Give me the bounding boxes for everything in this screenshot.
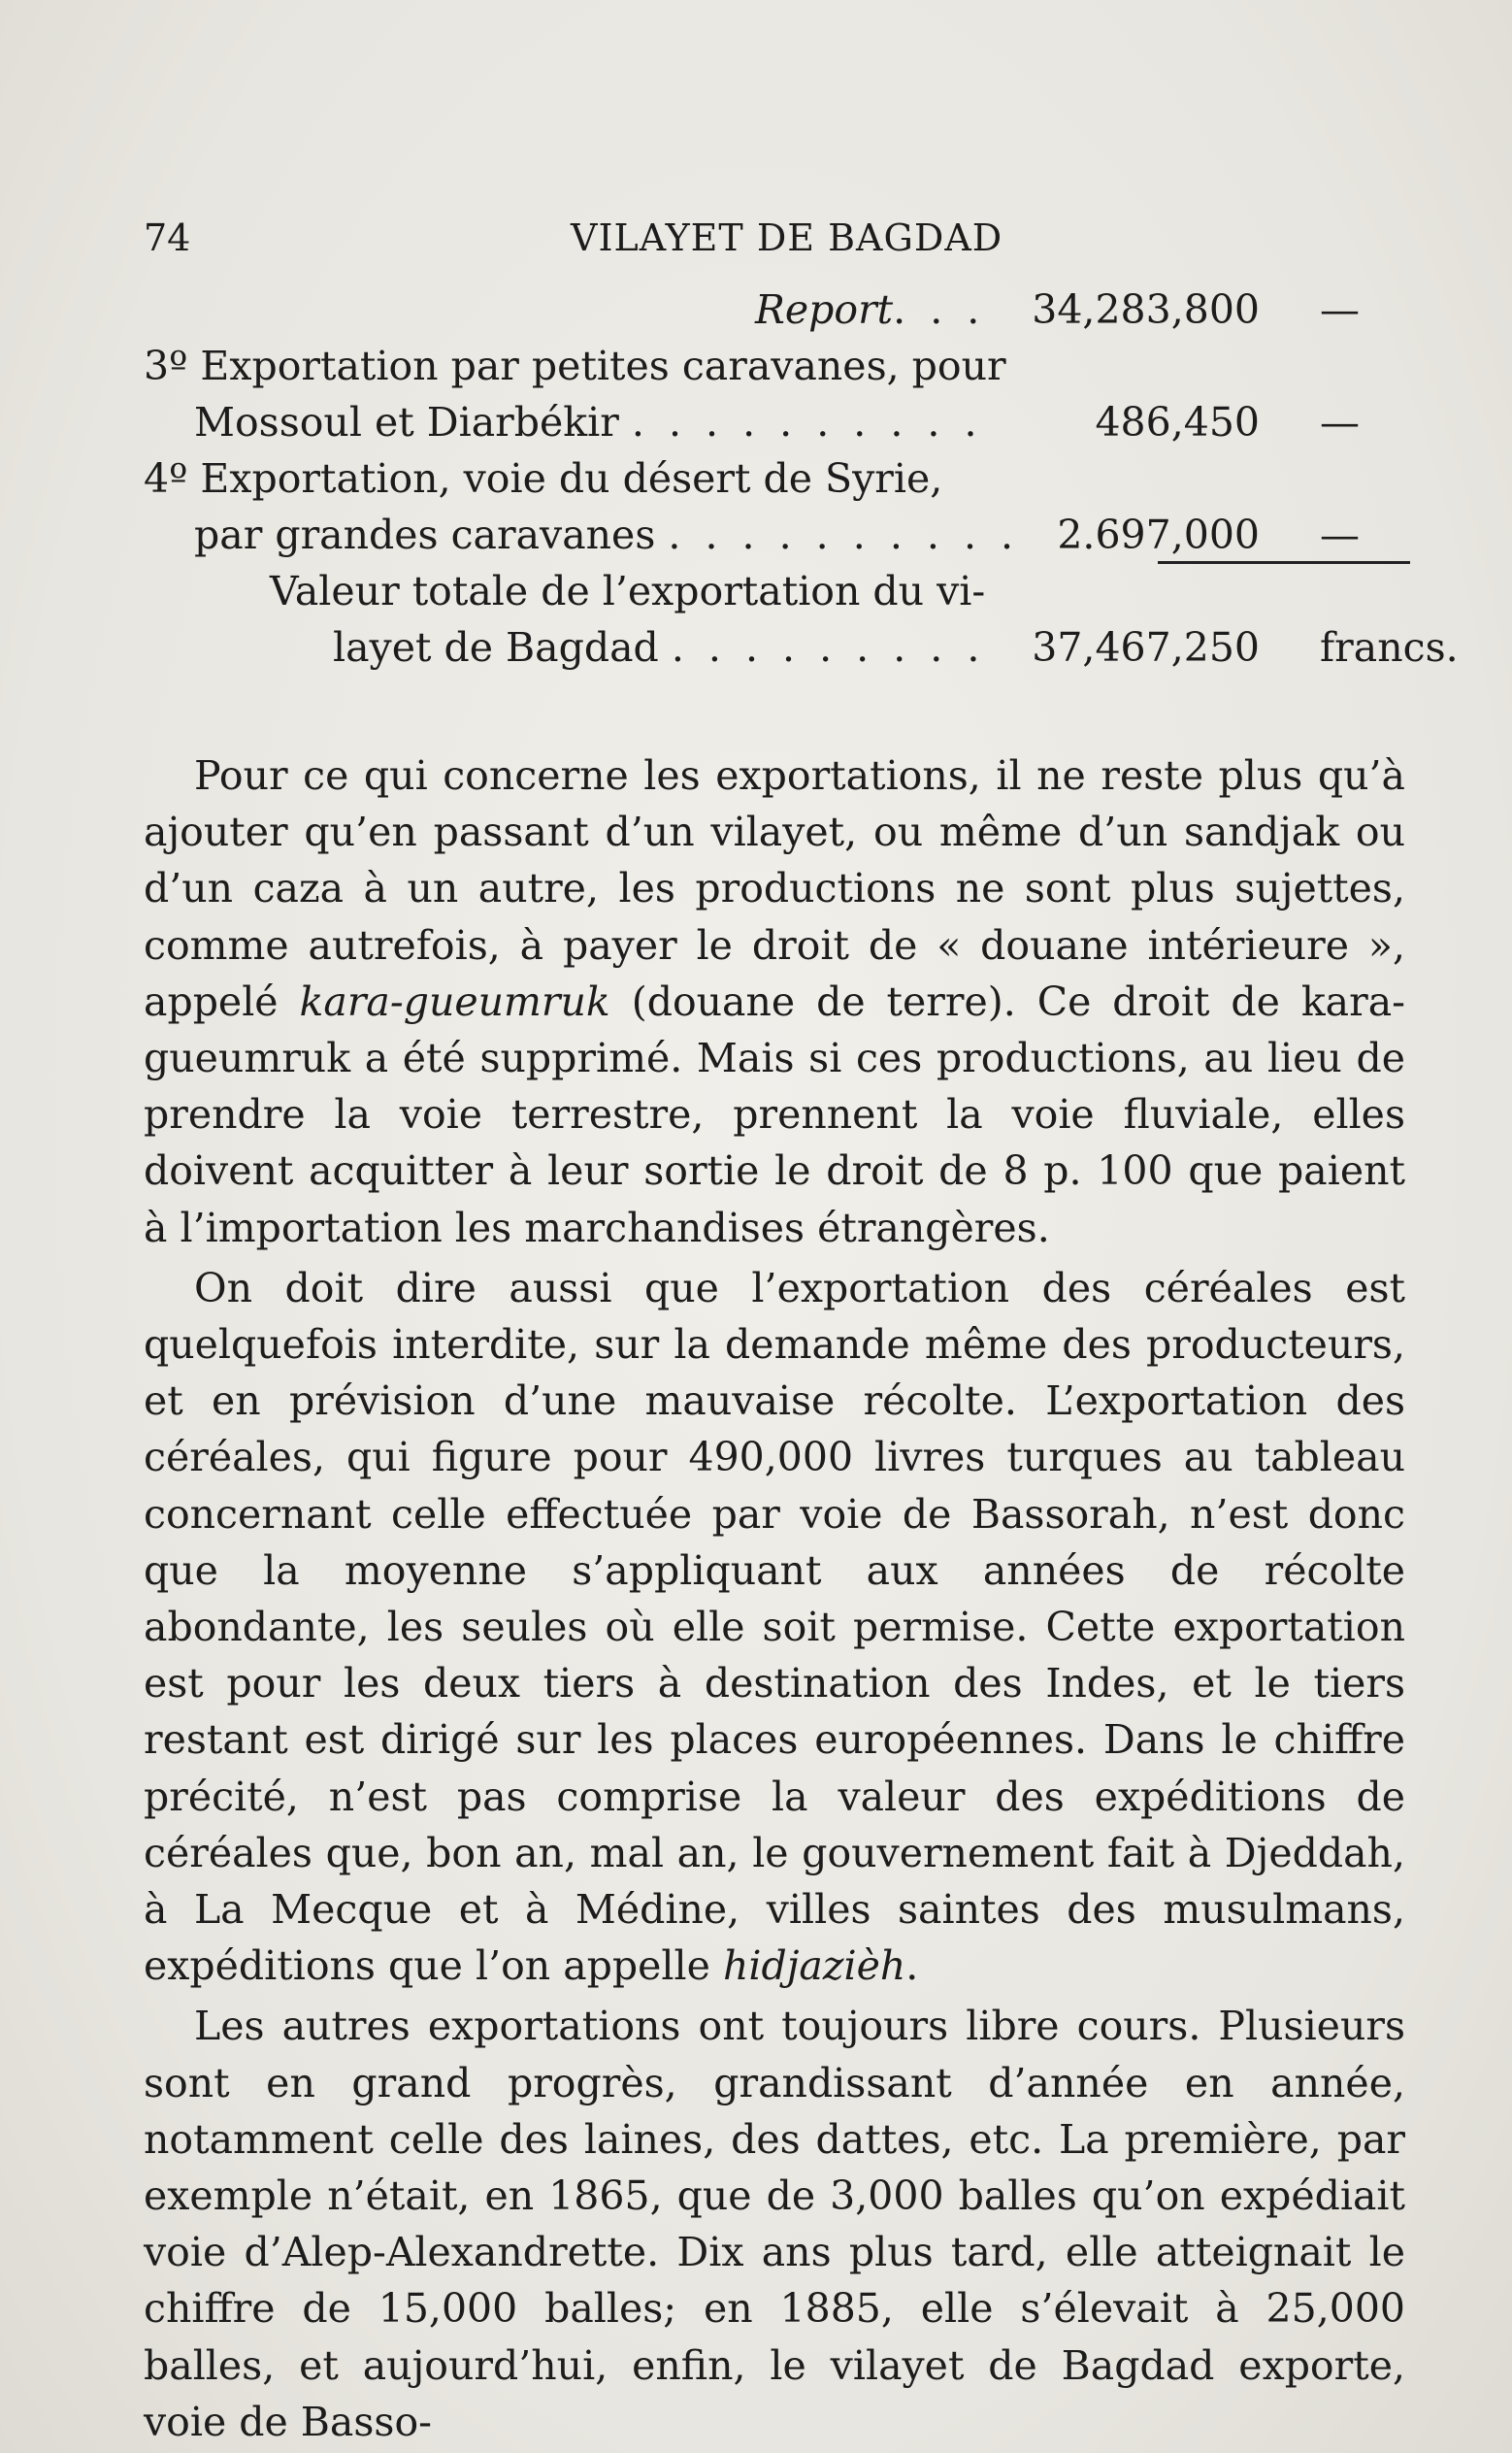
ledger-row-total-line1 xyxy=(144,563,1405,619)
term-kara-gueumruk: kara-gueumruk xyxy=(299,978,610,1025)
ledger-row-total-line2 xyxy=(144,619,1459,676)
item3-value: 486,450 xyxy=(1095,399,1260,446)
paragraph-autres-exportations: Les autres exportations ont toujours libre cours. Plusieurs sont en grand progrès, grandissant d’année en année, notamment celle des laines, des dattes, etc. La première, par exemple n’était, en 1865, que de 3,000 balles qu’on expédiait voie d’Alep-Alexandrette. Dix ans plus tard, elle atteignait le chiffre de 15,000 balles; en 1885, elle s’élevait à 25,000 balles, et aujourd’hui, enfin, le vilayet de Bagdad exporte, voie de Basso- xyxy=(144,2003,1405,2445)
report-value: 34,283,800 xyxy=(1032,286,1260,333)
total-dots: . . . . . . . . . xyxy=(671,624,986,671)
item3-label-line1: 3º Exportation par petites caravanes, pour xyxy=(144,343,1006,389)
ledger-row-item3-line1 xyxy=(144,338,1405,394)
page-number: 74 xyxy=(144,216,191,259)
paragraph-douane: Pour ce qui concerne les exportations, il ne reste plus qu’à ajouter qu’en passant d’un vilayet, ou même d’un sandjak ou d’un caza à un autre, les productions ne sont plus sujettes, comme autrefois, à payer le droit de « douane intérieure », appelé kara-gueumruk (douane de terre). Ce droit de kara-gueumruk a été supprimé. Mais si ces productions, au lieu de prendre la voie terrestre, prennent la voie fluviale, elles doivent acquitter à leur sortie le droit de 8 p. 100 que paient à l’importation les marchandises étrangères. xyxy=(144,752,1406,1251)
report-dots: . . . xyxy=(893,286,986,333)
item4-unit: — xyxy=(1320,512,1360,558)
item4-label-line1: 4º Exportation, voie du désert de Syrie, xyxy=(144,455,943,502)
total-label-line2: layet de Bagdad xyxy=(333,624,659,671)
ledger-row-item3-line2 xyxy=(144,394,1405,450)
running-header xyxy=(144,209,1405,267)
report-label: Report xyxy=(755,286,894,333)
export-ledger xyxy=(144,282,1459,676)
item3-dots: . . . . . . . . . . xyxy=(631,399,983,446)
ledger-row-item4-line2 xyxy=(144,507,1405,563)
total-value: 37,467,250 xyxy=(1032,624,1260,671)
report-unit: — xyxy=(1320,286,1360,333)
ledger-row-item4-line1 xyxy=(144,450,1405,507)
body-text xyxy=(144,747,1405,2450)
item3-label-line2: Mossoul et Diarbékir xyxy=(194,399,619,446)
item4-value: 2.697,000 xyxy=(1057,512,1260,558)
total-label-line1: Valeur totale de l’exportation du vi- xyxy=(270,568,986,614)
total-unit: francs. xyxy=(1320,624,1459,671)
item3-unit: — xyxy=(1320,399,1360,446)
item4-label-line2: par grandes caravanes xyxy=(194,512,656,558)
paragraph-cereales: On doit dire aussi que l’exportation des céréales est quelquefois interdite, sur la demande même des producteurs, et en prévision d’une mauvaise récolte. L’exportation des céréales, qui figure pour 490,000 livres turques au tableau concernant celle effectuée par voie de Bassorah, n’est donc que la moyenne s’appliquant aux années de récolte abondante, les seules où elle soit permise. Cette exportation est pour les deux tiers à destination des Indes, et le tiers restant est dirigé sur les places européennes. Dans le chiffre précité, n’est pas comprise la valeur des expéditions de céréales que, bon an, mal an, le gouvernement fait à Djeddah, à La Mecque et à Médine, villes saintes des musulmans, expéditions que l’on appelle hidjazièh. xyxy=(144,1264,1405,1990)
item4-dots: . . . . . . . . . . xyxy=(668,512,1020,558)
term-hidjazieh: hidjazièh xyxy=(722,1942,906,1990)
running-title: VILAYET DE BAGDAD xyxy=(571,216,1003,259)
ledger-row-report xyxy=(144,282,1405,338)
